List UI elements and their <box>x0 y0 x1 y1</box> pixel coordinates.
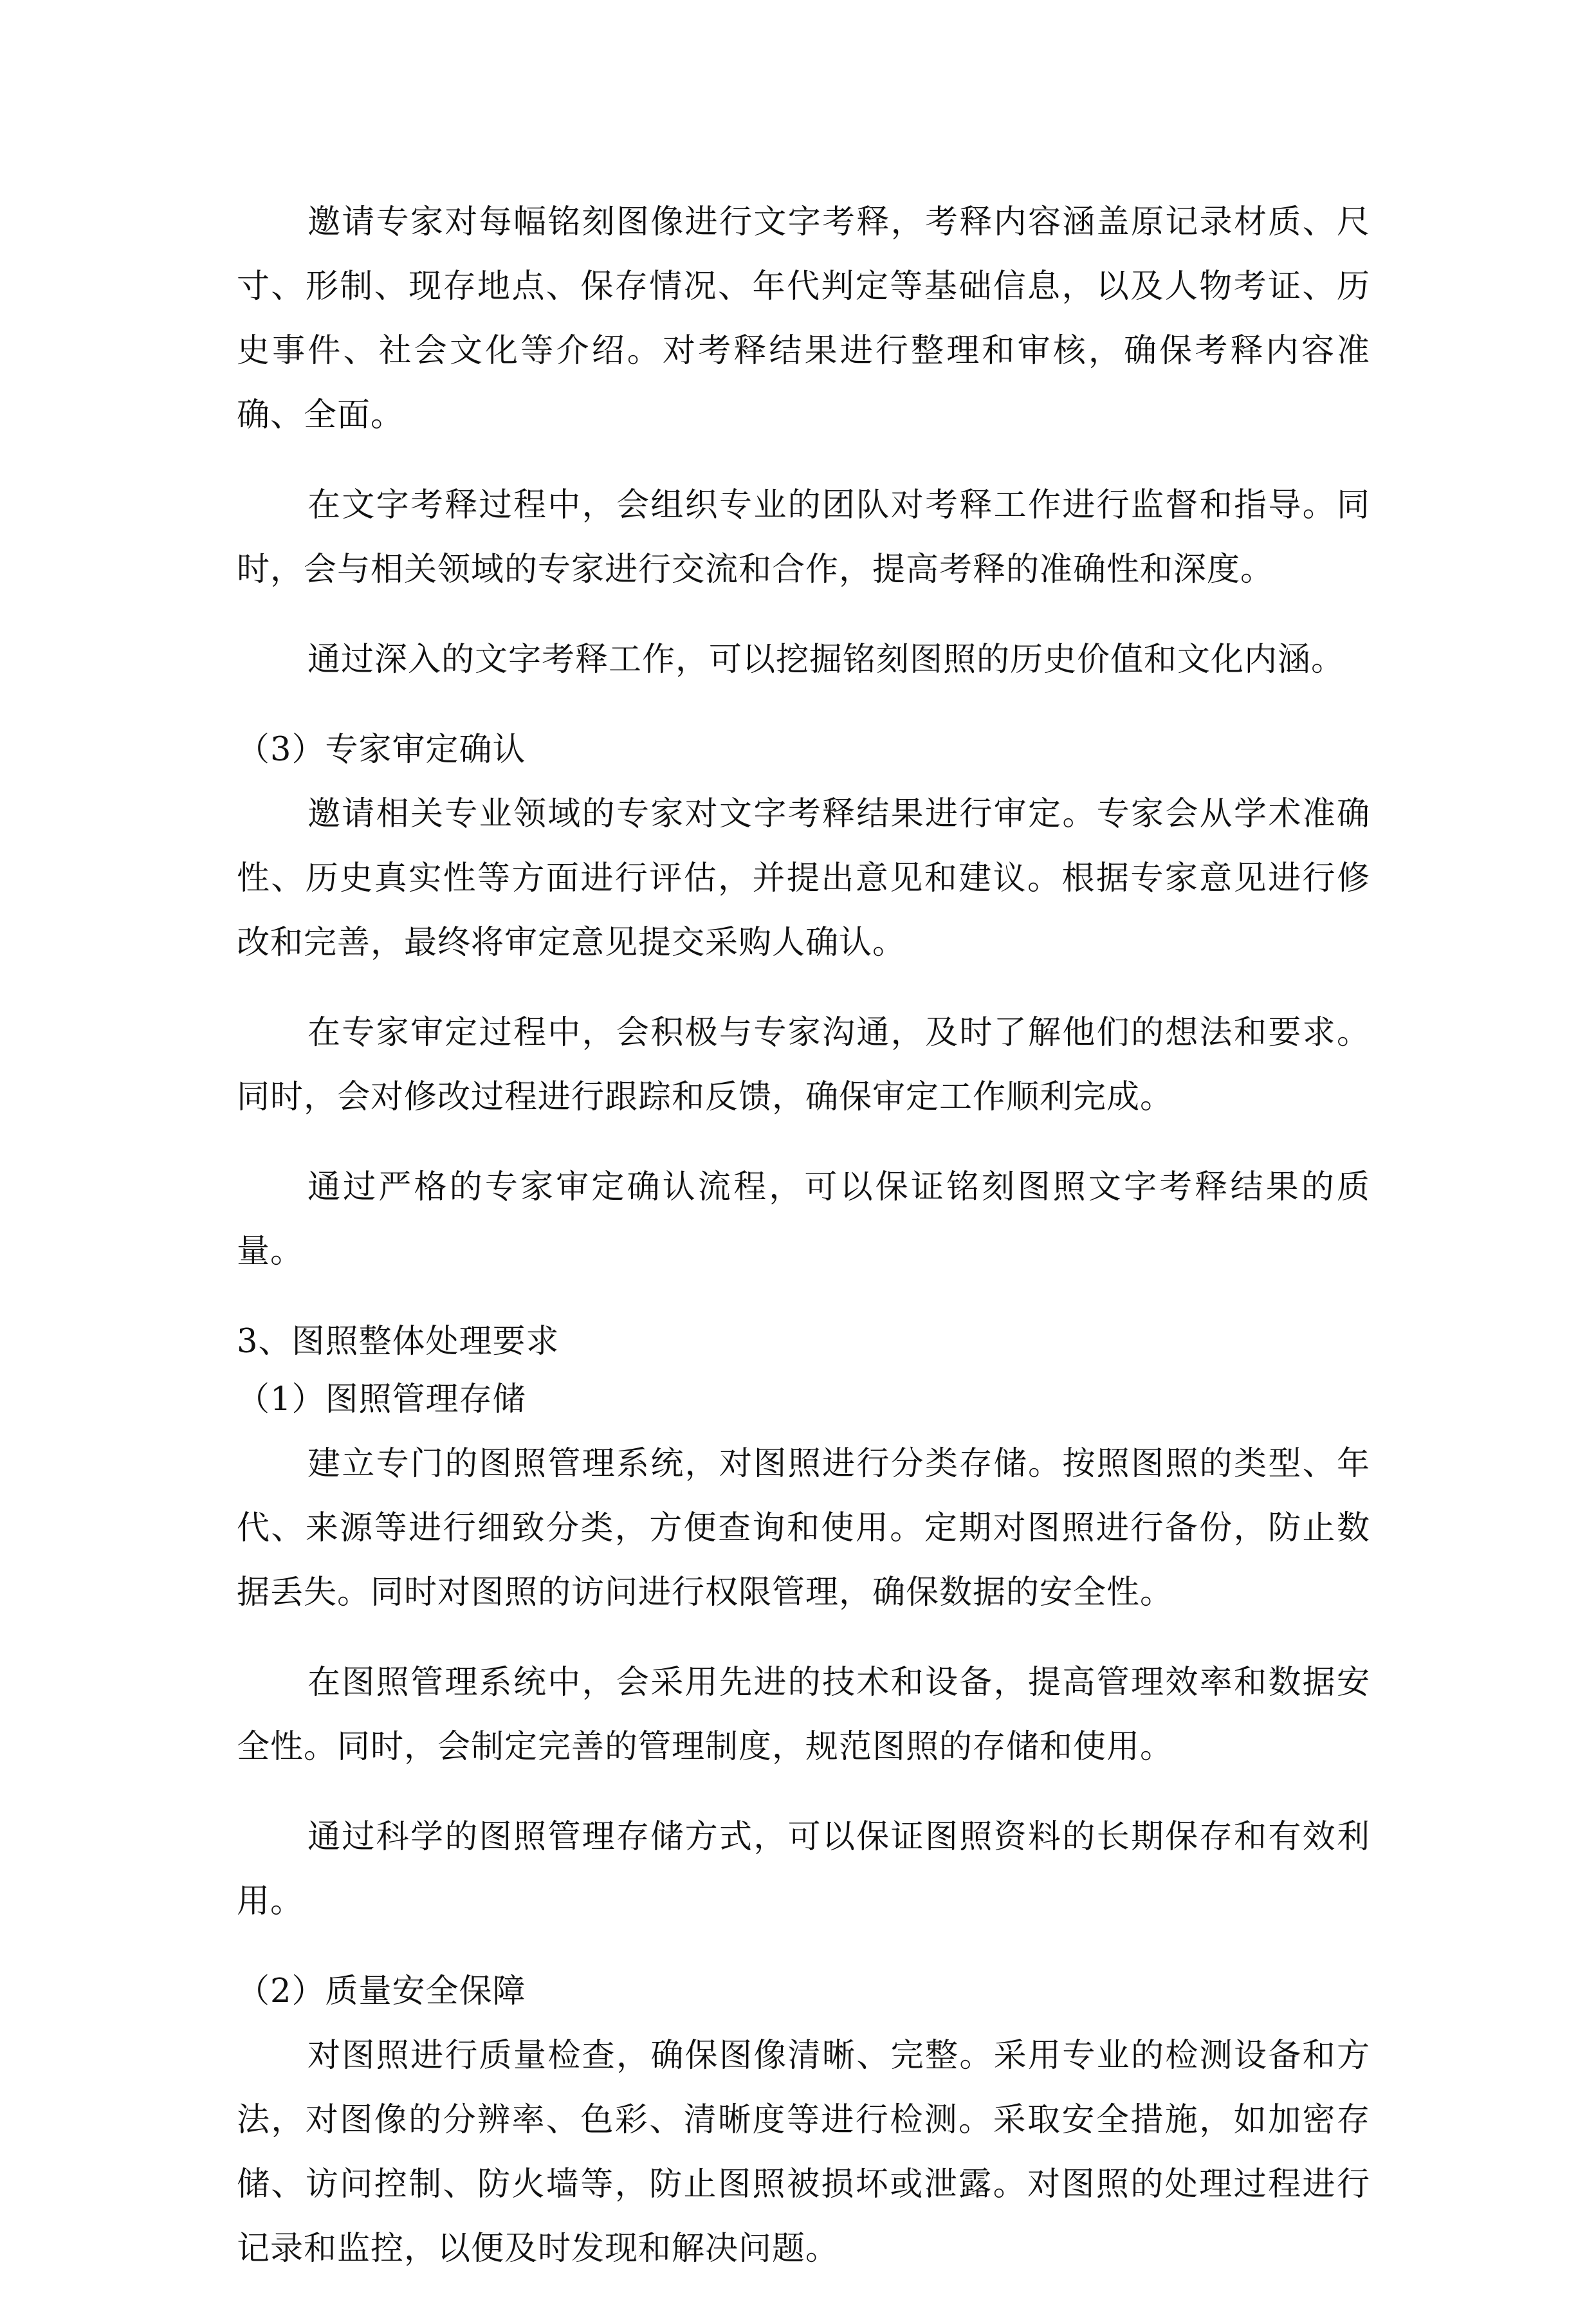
paragraph-expert-review-intro: 邀请相关专业领域的专家对文字考释结果进行审定。专家会从学术准确性、历史真实性等方面进行评估，并提出意见和建议。根据专家意见进行修改和完善，最终将审定意见提交采购人确认。 <box>237 795 1370 962</box>
heading-quality-security: （2）质量安全保障 <box>237 1972 526 2010</box>
document-body <box>237 190 1370 2307</box>
paragraph-storage-system: 建立专门的图照管理系统，对图照进行分类存储。按照图照的类型、年代、来源等进行细致分类，方便查询和使用。定期对图照进行备份，防止数据丢失。同时对图照的访问进行权限管理，确保数据的安全性。 <box>237 1445 1370 1612</box>
paragraph-quality-security: 对图照进行质量检查，确保图像清晰、完整。采用专业的检测设备和方法，对图像的分辨率、色彩、清晰度等进行检测。采取安全措施，如加密存储、访问控制、防火墙等，防止图照被损坏或泄露。对图照的处理过程进行记录和监控，以便及时发现和解决问题。 <box>237 2037 1370 2268</box>
paragraph-expert-review-process: 在专家审定过程中，会积极与专家沟通，及时了解他们的想法和要求。同时，会对修改过程进行跟踪和反馈，确保审定工作顺利完成。 <box>237 1014 1370 1116</box>
heading-image-storage: （1）图照管理存储 <box>237 1381 526 1419</box>
paragraph-storage-benefit: 通过科学的图照管理存储方式，可以保证图照资料的长期保存和有效利用。 <box>237 1818 1370 1920</box>
paragraph-annotation-process: 在文字考释过程中，会组织专业的团队对考释工作进行监督和指导。同时，会与相关领域的专家进行交流和合作，提高考释的准确性和深度。 <box>237 486 1370 589</box>
paragraph-storage-technology: 在图照管理系统中，会采用先进的技术和设备，提高管理效率和数据安全性。同时，会制定完善的管理制度，规范图照的存储和使用。 <box>237 1664 1370 1766</box>
paragraph-text-annotation-intro: 邀请专家对每幅铭刻图像进行文字考释，考释内容涵盖原记录材质、尺寸、形制、现存地点、保存情况、年代判定等基础信息，以及人物考证、历史事件、社会文化等介绍。对考释结果进行整理和审核，确保考释内容准确、全面。 <box>237 203 1370 434</box>
paragraph-expert-review-quality: 通过严格的专家审定确认流程，可以保证铭刻图照文字考释结果的质量。 <box>237 1168 1370 1271</box>
heading-overall-processing: 3、图照整体处理要求 <box>237 1323 560 1361</box>
paragraph-annotation-value: 通过深入的文字考释工作，可以挖掘铭刻图照的历史价值和文化内涵。 <box>307 641 1345 679</box>
heading-expert-review: （3）专家审定确认 <box>237 731 526 769</box>
